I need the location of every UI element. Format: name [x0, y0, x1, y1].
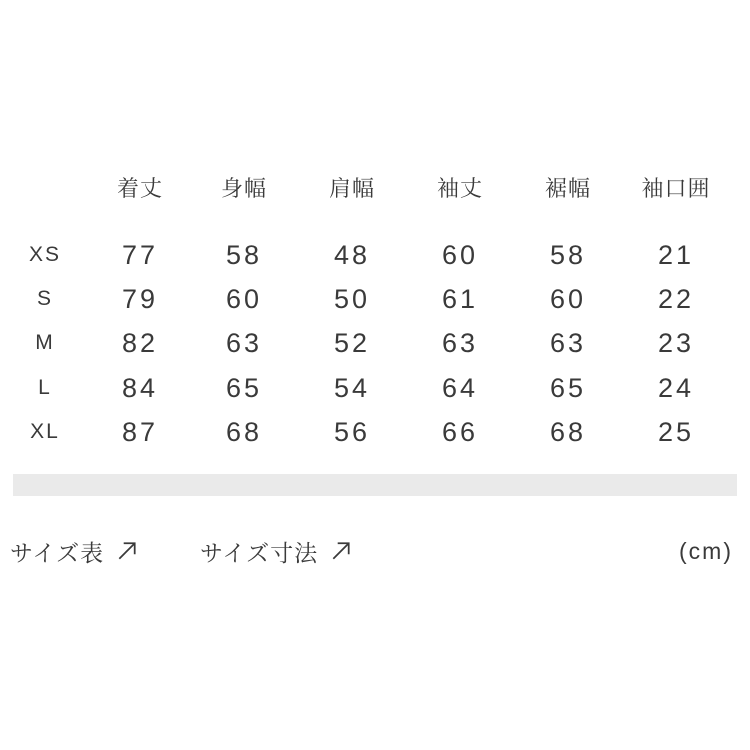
size-chart-link[interactable] — [10, 536, 138, 566]
size-label: L — [38, 376, 52, 399]
column-header-cuff-circumference: 袖口囲 — [641, 175, 711, 201]
column-header-sleeve-length: 袖丈 — [436, 175, 483, 201]
table-row-xs — [0, 238, 750, 272]
table-cell: 65 — [225, 372, 263, 403]
table-cell: 68 — [549, 416, 587, 447]
table-cell: 65 — [549, 372, 587, 403]
table-cell: 82 — [121, 327, 159, 358]
size-measurement-link[interactable] — [200, 536, 352, 566]
table-cell: 56 — [333, 416, 371, 447]
column-header-body-width: 身幅 — [220, 175, 267, 201]
table-cell: 60 — [225, 283, 263, 314]
table-cell: 87 — [121, 416, 159, 447]
table-cell: 84 — [121, 372, 159, 403]
column-header-body-length: 着丈 — [116, 175, 163, 201]
table-cell: 54 — [333, 372, 371, 403]
size-label: XL — [30, 420, 60, 443]
northeast-arrow-icon — [330, 540, 352, 562]
table-cell: 60 — [441, 239, 479, 270]
table-row-s — [0, 282, 750, 316]
table-header-row — [0, 170, 750, 204]
table-row-l — [0, 371, 750, 405]
size-label: S — [36, 287, 53, 310]
table-cell: 68 — [225, 416, 263, 447]
unit-label: (cm) — [679, 538, 733, 564]
table-cell: 23 — [657, 327, 695, 358]
table-cell: 50 — [333, 283, 371, 314]
divider-bar — [13, 474, 737, 496]
table-row-xl — [0, 415, 750, 449]
table-cell: 58 — [225, 239, 263, 270]
column-header-hem-width: 裾幅 — [544, 175, 591, 201]
table-cell: 64 — [441, 372, 479, 403]
size-label: XS — [28, 243, 61, 266]
size-measurement-link-label: サイズ寸法 — [200, 539, 319, 566]
northeast-arrow-icon — [116, 540, 138, 562]
table-cell: 63 — [225, 327, 263, 358]
table-row-m — [0, 326, 750, 360]
size-label: M — [35, 331, 55, 354]
size-chart-link-label: サイズ表 — [10, 539, 105, 566]
table-cell: 52 — [333, 327, 371, 358]
table-cell: 48 — [333, 239, 371, 270]
table-cell: 22 — [657, 283, 695, 314]
table-cell: 61 — [441, 283, 479, 314]
table-cell: 63 — [549, 327, 587, 358]
table-cell: 63 — [441, 327, 479, 358]
table-cell: 58 — [549, 239, 587, 270]
table-cell: 21 — [657, 239, 695, 270]
table-cell: 77 — [121, 239, 159, 270]
table-cell: 66 — [441, 416, 479, 447]
table-cell: 60 — [549, 283, 587, 314]
table-cell: 25 — [657, 416, 695, 447]
table-cell: 79 — [121, 283, 159, 314]
table-cell: 24 — [657, 372, 695, 403]
column-header-shoulder-width: 肩幅 — [328, 175, 375, 201]
